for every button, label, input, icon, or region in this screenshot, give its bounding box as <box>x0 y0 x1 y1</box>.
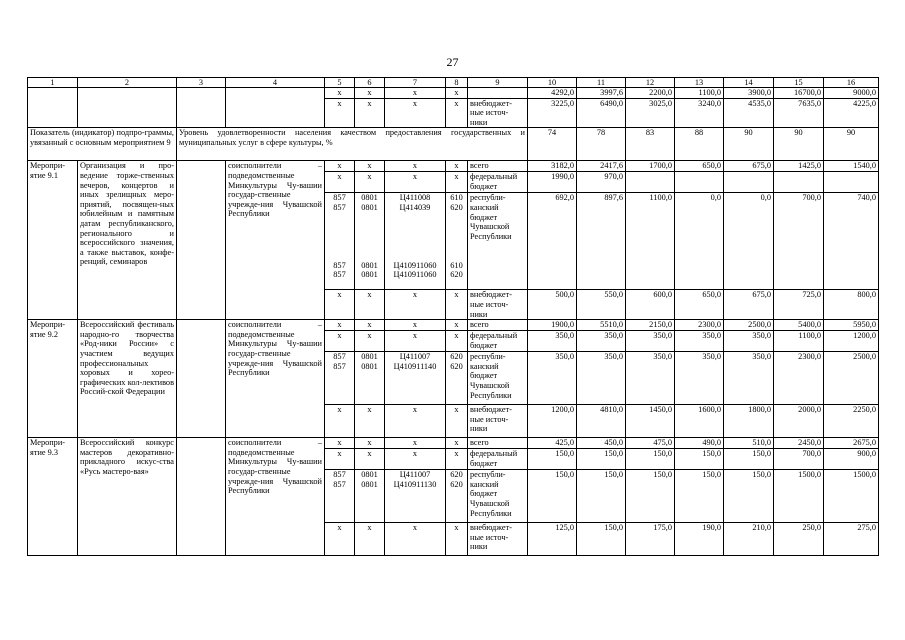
column-number: 14 <box>724 78 774 88</box>
source-cell: внебюджет- ные источ- ники <box>468 98 528 128</box>
indicator-value: 83 <box>626 128 675 161</box>
value-cell: 800,0 <box>824 290 879 320</box>
table-cell: x <box>355 523 385 556</box>
value-cell: 16700,0 <box>774 88 824 99</box>
value-cell: 1425,0 <box>774 161 824 172</box>
value-cell: 675,0 <box>724 161 774 172</box>
measure-code: Меропри-ятие 9.3 <box>28 438 78 556</box>
value-cell: 3025,0 <box>626 98 675 128</box>
table-cell: x <box>446 161 468 172</box>
empty-cell <box>177 88 226 128</box>
source-cell: всего <box>468 438 528 449</box>
value-cell: 350,0 <box>724 352 774 405</box>
table-cell: x <box>385 172 446 193</box>
measure-executor: соисполнители – подведомственные Минкультуры Чу-вашии государ-ственные учрежде-ния Чувашской Республики <box>226 438 325 556</box>
measure-name: Всероссийский конкурс мастеров декоративно-прикладного искус-ства «Русь мастеро-вая» <box>78 438 177 556</box>
indicator-text: Уровень удовлетворенности населения качеством предоставления государственных и муниципальных услуг в сфере культуры, % <box>177 128 528 161</box>
value-cell: 0,0 <box>724 193 774 290</box>
table-cell: x <box>325 405 355 438</box>
indicator-value: 90 <box>824 128 879 161</box>
measure-code: Меропри-ятие 9.1 <box>28 161 78 320</box>
value-cell: 350,0 <box>577 331 626 352</box>
source-cell: всего <box>468 161 528 172</box>
value-cell: 2200,0 <box>626 88 675 99</box>
value-cell: 1450,0 <box>626 405 675 438</box>
table-cell: x <box>355 161 385 172</box>
value-cell: 350,0 <box>675 352 724 405</box>
table-cell: x <box>325 449 355 470</box>
table-cell: 0801 0801 0801 0801 <box>355 193 385 290</box>
measure-executor: соисполнители – подведомственные Минкультуры Чу-вашии государ-ственные учрежде-ния Чувашской Республики <box>226 161 325 320</box>
value-cell: 700,0 <box>774 449 824 470</box>
empty-cell <box>177 438 226 556</box>
column-number: 16 <box>824 78 879 88</box>
value-cell: 700,0 <box>774 193 824 290</box>
table-cell: x <box>355 438 385 449</box>
indicator-value: 74 <box>528 128 577 161</box>
table-cell: x <box>355 405 385 438</box>
table-cell: x <box>325 172 355 193</box>
table-cell: 620 620 <box>446 352 468 405</box>
value-cell: 150,0 <box>724 449 774 470</box>
measure-code: Меропри-ятие 9.2 <box>28 320 78 438</box>
source-cell <box>468 88 528 99</box>
table-cell: x <box>385 290 446 320</box>
table-cell: x <box>446 331 468 352</box>
table-row <box>28 438 879 449</box>
value-cell: 350,0 <box>675 331 724 352</box>
table-cell: x <box>446 320 468 331</box>
value-cell: 190,0 <box>675 523 724 556</box>
value-cell: 150,0 <box>528 449 577 470</box>
table-cell: x <box>446 88 468 99</box>
value-cell: 1500,0 <box>824 470 879 523</box>
value-cell: 600,0 <box>626 290 675 320</box>
table-row <box>28 88 879 99</box>
source-cell: республи- канский бюджет Чувашской Республики <box>468 470 528 523</box>
value-cell: 350,0 <box>626 331 675 352</box>
column-number: 6 <box>355 78 385 88</box>
value-cell: 425,0 <box>528 438 577 449</box>
table-row <box>28 161 879 172</box>
value-cell: 740,0 <box>824 193 879 290</box>
indicator-value: 90 <box>724 128 774 161</box>
empty-cell <box>177 320 226 438</box>
value-cell: 2675,0 <box>824 438 879 449</box>
value-cell: 1100,0 <box>675 88 724 99</box>
source-cell: федеральный бюджет <box>468 331 528 352</box>
table-cell: 0801 0801 <box>355 470 385 523</box>
table-cell: x <box>385 98 446 128</box>
table-cell: x <box>446 405 468 438</box>
table-cell: x <box>385 161 446 172</box>
value-cell: 5510,0 <box>577 320 626 331</box>
column-number: 4 <box>226 78 325 88</box>
table-cell: x <box>325 523 355 556</box>
source-cell: республи- канский бюджет Чувашской Республики <box>468 352 528 405</box>
measure-name: Всероссийский фестиваль народно-го творчества «Род-ники России» с участием ведущих профессиональных хоровых и хорео-графических кол-лективов Россий-ской Федерации <box>78 320 177 438</box>
table-cell: x <box>446 172 468 193</box>
value-cell: 5400,0 <box>774 320 824 331</box>
value-cell: 1540,0 <box>824 161 879 172</box>
value-cell <box>675 172 724 193</box>
table-cell: x <box>325 290 355 320</box>
table-cell: x <box>446 438 468 449</box>
table-cell: x <box>385 405 446 438</box>
table-cell: 610 620 610 620 <box>446 193 468 290</box>
table-cell: x <box>385 523 446 556</box>
table-cell: x <box>355 98 385 128</box>
value-cell: 4535,0 <box>724 98 774 128</box>
value-cell: 550,0 <box>577 290 626 320</box>
column-number: 5 <box>325 78 355 88</box>
column-number: 1 <box>28 78 78 88</box>
value-cell: 692,0 <box>528 193 577 290</box>
value-cell: 275,0 <box>824 523 879 556</box>
value-cell: 350,0 <box>626 352 675 405</box>
value-cell: 3225,0 <box>528 98 577 128</box>
source-cell: всего <box>468 320 528 331</box>
value-cell: 1990,0 <box>528 172 577 193</box>
value-cell: 3997,6 <box>577 88 626 99</box>
value-cell: 2417,6 <box>577 161 626 172</box>
measure-name: Организация и про-ведение торже-ственных вечеров, концертов и иных зрелищных меро-приятий, посвящен-ных юбилейным и памятным датам республиканского, регионального и всероссийского значения, а также выставок, конфе-ренций, семинаров <box>78 161 177 320</box>
value-cell: 1600,0 <box>675 405 724 438</box>
value-cell: 4292,0 <box>528 88 577 99</box>
column-number: 2 <box>78 78 177 88</box>
value-cell: 1700,0 <box>626 161 675 172</box>
value-cell: 2450,0 <box>774 438 824 449</box>
table-cell: 857 857 <box>325 352 355 405</box>
table-cell: x <box>385 331 446 352</box>
page-number: 27 <box>446 55 459 69</box>
value-cell: 2300,0 <box>774 352 824 405</box>
value-cell: 1500,0 <box>774 470 824 523</box>
table-cell: x <box>325 161 355 172</box>
table-cell: x <box>385 320 446 331</box>
value-cell: 350,0 <box>724 331 774 352</box>
program-table <box>27 77 879 556</box>
table-cell: x <box>325 331 355 352</box>
source-cell: федеральный бюджет <box>468 449 528 470</box>
table-cell: 857 857 <box>325 470 355 523</box>
table-row <box>28 320 879 331</box>
value-cell: 2300,0 <box>675 320 724 331</box>
value-cell <box>626 172 675 193</box>
value-cell <box>824 172 879 193</box>
table-cell: x <box>446 98 468 128</box>
value-cell: 3900,0 <box>724 88 774 99</box>
table-cell: x <box>355 331 385 352</box>
value-cell: 4225,0 <box>824 98 879 128</box>
value-cell: 150,0 <box>577 470 626 523</box>
value-cell <box>774 172 824 193</box>
empty-cell <box>177 161 226 320</box>
table-cell: x <box>355 449 385 470</box>
column-number: 10 <box>528 78 577 88</box>
table-cell: Ц411007 Ц410911140 <box>385 352 446 405</box>
value-cell: 897,6 <box>577 193 626 290</box>
column-number: 12 <box>626 78 675 88</box>
value-cell: 150,0 <box>724 470 774 523</box>
table-cell: x <box>325 438 355 449</box>
value-cell: 250,0 <box>774 523 824 556</box>
source-cell: внебюджет- ные источ- ники <box>468 290 528 320</box>
value-cell: 1100,0 <box>626 193 675 290</box>
value-cell: 1100,0 <box>774 331 824 352</box>
value-cell: 3182,0 <box>528 161 577 172</box>
table-cell: x <box>446 523 468 556</box>
source-cell: республи- канский бюджет Чувашской Республики <box>468 193 528 290</box>
value-cell: 125,0 <box>528 523 577 556</box>
value-cell: 1800,0 <box>724 405 774 438</box>
value-cell: 150,0 <box>577 523 626 556</box>
value-cell: 650,0 <box>675 290 724 320</box>
column-number: 7 <box>385 78 446 88</box>
value-cell: 150,0 <box>626 449 675 470</box>
value-cell: 450,0 <box>577 438 626 449</box>
table-cell: x <box>355 320 385 331</box>
value-cell: 175,0 <box>626 523 675 556</box>
table-cell: x <box>325 88 355 99</box>
table-cell: Ц411008 Ц414039 Ц410911060 Ц410911060 <box>385 193 446 290</box>
value-cell: 9000,0 <box>824 88 879 99</box>
value-cell: 210,0 <box>724 523 774 556</box>
table-cell: 620 620 <box>446 470 468 523</box>
value-cell: 2000,0 <box>774 405 824 438</box>
indicator-value: 90 <box>774 128 824 161</box>
value-cell: 3240,0 <box>675 98 724 128</box>
value-cell: 7635,0 <box>774 98 824 128</box>
table-cell: x <box>446 449 468 470</box>
value-cell: 510,0 <box>724 438 774 449</box>
column-number: 15 <box>774 78 824 88</box>
value-cell: 150,0 <box>675 470 724 523</box>
empty-cell <box>226 88 325 128</box>
source-cell: федеральный бюджет <box>468 172 528 193</box>
value-cell: 675,0 <box>724 290 774 320</box>
value-cell: 475,0 <box>626 438 675 449</box>
table-cell: x <box>446 290 468 320</box>
value-cell: 350,0 <box>528 331 577 352</box>
value-cell: 490,0 <box>675 438 724 449</box>
value-cell: 150,0 <box>626 470 675 523</box>
value-cell: 150,0 <box>675 449 724 470</box>
header-row <box>28 78 879 88</box>
column-number: 3 <box>177 78 226 88</box>
empty-cell <box>28 88 78 128</box>
table-cell: x <box>355 88 385 99</box>
value-cell: 970,0 <box>577 172 626 193</box>
table-cell: x <box>355 290 385 320</box>
source-cell: внебюджет- ные источ- ники <box>468 523 528 556</box>
value-cell: 725,0 <box>774 290 824 320</box>
column-number: 9 <box>468 78 528 88</box>
indicator-label: Показатель (индикатор) подпро-граммы, увязанный с основным мероприятием 9 <box>28 128 177 161</box>
value-cell: 1200,0 <box>528 405 577 438</box>
indicator-row <box>28 128 879 161</box>
table-cell: x <box>385 449 446 470</box>
value-cell: 6490,0 <box>577 98 626 128</box>
table-cell: x <box>385 88 446 99</box>
value-cell: 350,0 <box>577 352 626 405</box>
value-cell: 2500,0 <box>724 320 774 331</box>
table-cell: 857 857 857 857 <box>325 193 355 290</box>
source-cell: внебюджет- ные источ- ники <box>468 405 528 438</box>
value-cell: 0,0 <box>675 193 724 290</box>
table-cell: x <box>355 172 385 193</box>
column-number: 8 <box>446 78 468 88</box>
table-cell: 0801 0801 <box>355 352 385 405</box>
measure-executor: соисполнители – подведомственные Минкультуры Чу-вашии государ-ственные учрежде-ния Чувашской Республики <box>226 320 325 438</box>
table-cell: x <box>325 320 355 331</box>
value-cell <box>724 172 774 193</box>
value-cell: 4810,0 <box>577 405 626 438</box>
indicator-value: 88 <box>675 128 724 161</box>
value-cell: 1900,0 <box>528 320 577 331</box>
value-cell: 150,0 <box>577 449 626 470</box>
value-cell: 500,0 <box>528 290 577 320</box>
value-cell: 2150,0 <box>626 320 675 331</box>
table-cell: x <box>325 98 355 128</box>
value-cell: 900,0 <box>824 449 879 470</box>
value-cell: 2500,0 <box>824 352 879 405</box>
value-cell: 350,0 <box>528 352 577 405</box>
indicator-value: 78 <box>577 128 626 161</box>
table-cell: x <box>385 438 446 449</box>
value-cell: 150,0 <box>528 470 577 523</box>
value-cell: 5950,0 <box>824 320 879 331</box>
column-number: 13 <box>675 78 724 88</box>
empty-cell <box>78 88 177 128</box>
value-cell: 2250,0 <box>824 405 879 438</box>
table-cell: Ц411007 Ц410911130 <box>385 470 446 523</box>
value-cell: 1200,0 <box>824 331 879 352</box>
column-number: 11 <box>577 78 626 88</box>
value-cell: 650,0 <box>675 161 724 172</box>
